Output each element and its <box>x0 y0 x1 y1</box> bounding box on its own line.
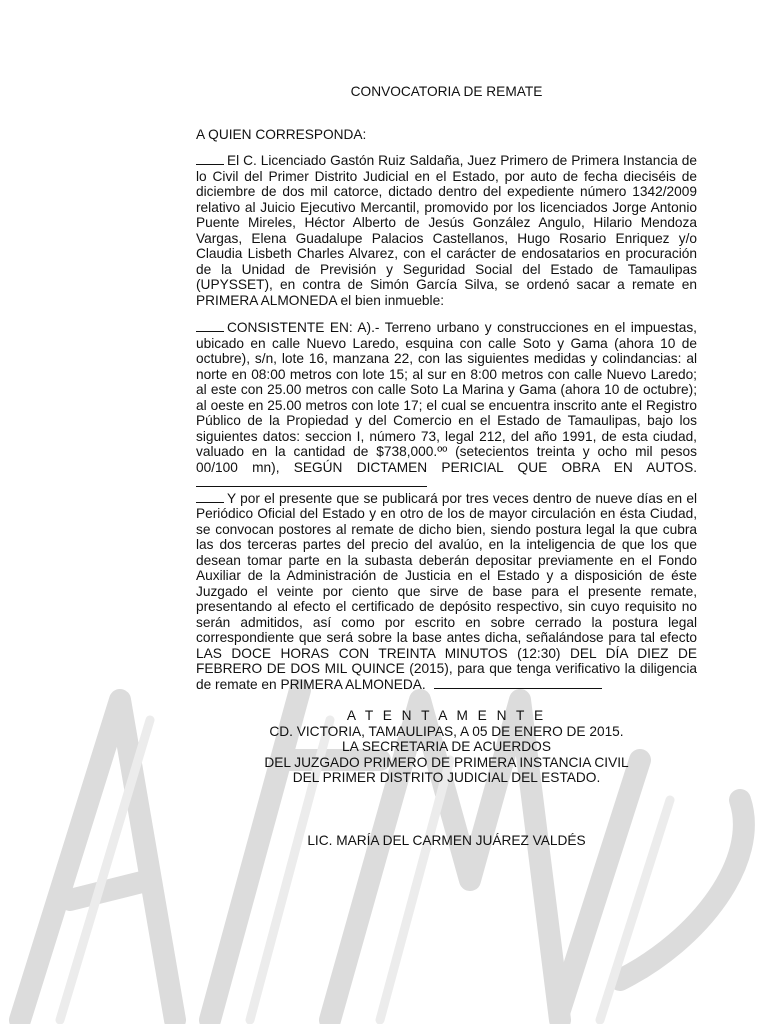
closing-line: LA SECRETARIA DE ACUERDOS <box>342 739 551 754</box>
paragraph-conditions <box>196 491 697 693</box>
paragraph-text: CONSISTENTE EN: A).- Terreno urbano y construcciones en el impuestas, ubicado en calle Nuevo Laredo, esquina con calle Soto y Gama (ahora 10 de octubre), s/n, lote 16, manzana 22, con las siguientes medidas y colindancias: al norte en 08:00 metros con lote 15; al sur en 8:00 metros con calle Nuevo Laredo; al este con 25.00 metros con calle Soto La Marina y Gama (ahora 10 de octubre); al oeste en 25.00 metros con lote 17; el cual se encuentra inscrito ante el Registro Público de la Propiedad y del Comercio en el Estado de Tamaulipas, bajo los siguientes datos: seccion I, número 73, legal 212, del año 1991, de esta ciudad, valuado en la cantidad de $738,000.ºº (setecientos treinta y ocho mil pesos 00/100 mn), SEGÚN DICTAMEN PERICIAL QUE OBRA EN AUTOS. <box>196 320 697 475</box>
paragraph-property <box>196 320 697 491</box>
fill-line <box>196 475 427 487</box>
closing-line: A T E N T A M E N T E <box>346 708 547 723</box>
document-title: CONVOCATORIA DE REMATE <box>350 84 543 99</box>
paragraph-text: El C. Licenciado Gastón Ruiz Saldaña, Juez Primero de Primera Instancia de lo Civil del Primer Distrito Judicial en el Estado, por auto de fecha dieciséis de diciembre de dos mil catorce, dictado dentro del expediente número 1342/2009 relativo al Juicio Ejecutivo Mercantil, promovido por los licenciados Jorge Antonio Puente Mireles, Héctor Alberto de Jesús González Angulo, Hilario Mendoza Vargas, Elena Guadalupe Palacios Castellanos, Hugo Rosario Enriquez y/o Claudia Lisbeth Charles Alvarez, con el carácter de endosatarios en procuración de la Unidad de Previsión y Seguridad Social del Estado de Tamaulipas (UPYSSET), en contra de Simón García Silva, se ordenó sacar a remate en PRIMERA ALMONEDA el bien inmueble: <box>196 153 697 308</box>
blank-line <box>196 153 224 165</box>
paragraph-text: Y por el presente que se publicará por tres veces dentro de nueve días en el Periódico Oficial del Estado y en otro de los de mayor circulación en ésta Ciudad, se convocan postores al remate de dicho bien, siendo postura legal la que cubra las dos terceras partes del precio del avalúo, en la inteligencia de que los que desean tomar parte en la subasta deberán depositar previamente en el Fondo Auxiliar de la Administración de Justicia en el Estado y a disposición de éste Juzgado el veinte por ciento que sirve de base para el presente remate, presentando al efecto el certificado de depósito respectivo, sin cuyo requisito no serán admitidos, así como por escrito en sobre cerrado la postura legal correspondiente que será sobre la base antes dicha, señalándose para tal efecto LAS DOCE HORAS CON TREINTA MINUTOS (12:30) DEL DÍA DIEZ DE FEBRERO DE DOS MIL QUINCE (2015), para que tenga verificativo la diligencia de remate en PRIMERA ALMONEDA. <box>196 490 697 692</box>
closing-line: CD. VICTORIA, TAMAULIPAS, A 05 DE ENERO DE 2015. <box>269 723 624 739</box>
blank-line <box>196 320 224 332</box>
salutation: A QUIEN CORRESPONDA: <box>196 126 367 142</box>
document-body <box>196 84 697 848</box>
blank-line <box>196 491 224 503</box>
fill-line <box>434 677 602 689</box>
signature-name: LIC. MARÍA DEL CARMEN JUÁREZ VALDÉS <box>307 832 586 848</box>
closing-line: DEL PRIMER DISTRITO JUDICIAL DEL ESTADO. <box>292 770 601 785</box>
closing-block <box>196 708 697 786</box>
paragraph-order <box>196 153 697 308</box>
closing-line: DEL JUZGADO PRIMERO DE PRIMERA INSTANCIA CIVIL <box>264 754 629 770</box>
